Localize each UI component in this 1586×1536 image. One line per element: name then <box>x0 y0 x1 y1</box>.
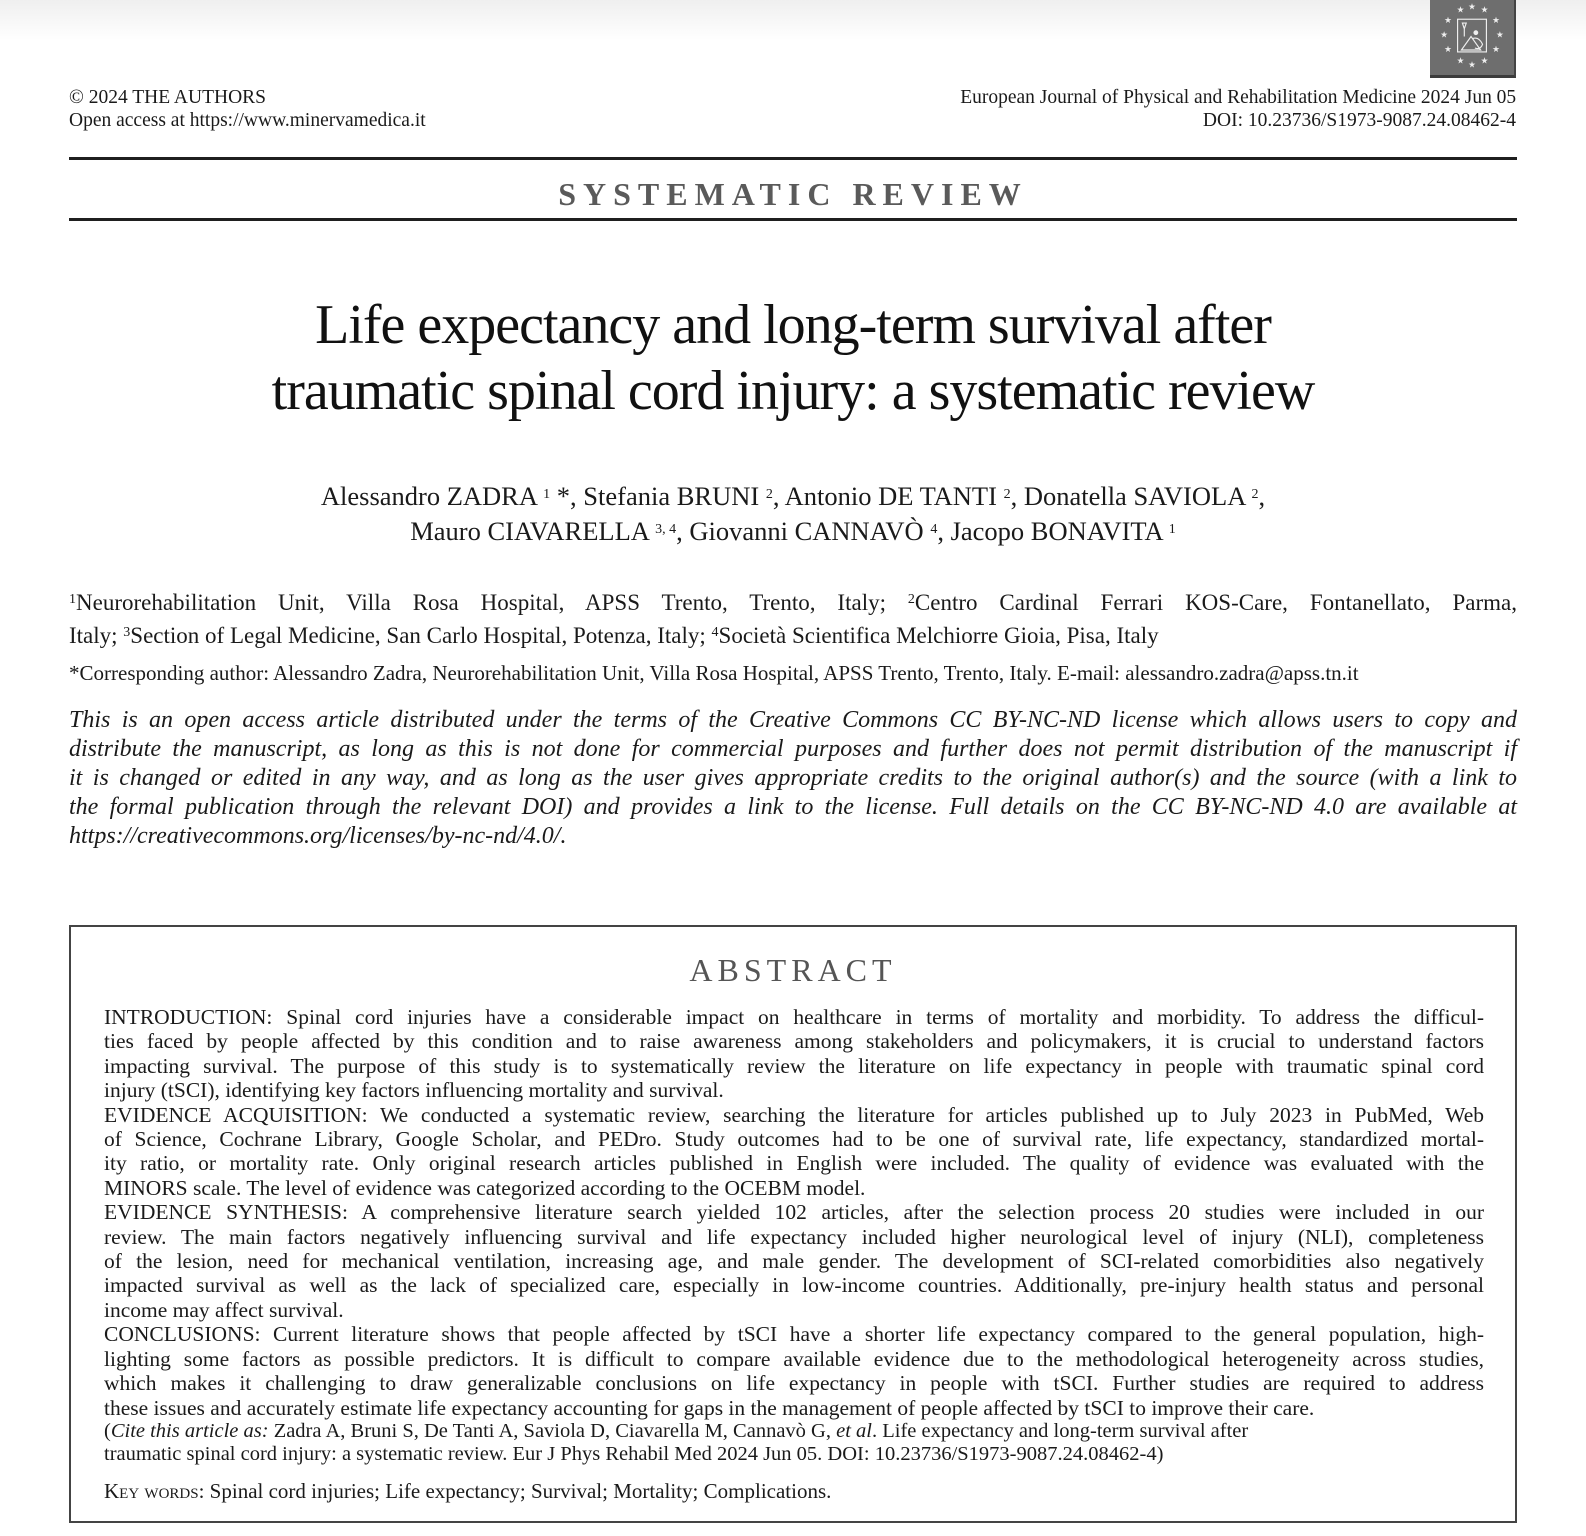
keywords-list: : Spinal cord injuries; Life expectancy; Survival; Mortality; Complications. <box>198 1479 832 1503</box>
abstract-line: of the lesion, need for mechanical ventilation, increasing age, and male gender. The development of SCI-related comorbidities also negatively <box>104 1249 1484 1274</box>
license-line: it is changed or edited in any way, and as long as the user gives appropriate credits to the original author(s) and the source (with a link to <box>69 765 1517 791</box>
affiliation-number: 1 <box>69 592 76 607</box>
keywords <box>104 1479 1484 1503</box>
author-name: Alessandro ZADRA <box>320 481 537 511</box>
author-affiliation-mark: 4 <box>930 522 938 537</box>
affiliation-number: 3 <box>123 625 131 640</box>
open-access-link[interactable]: Open access at https://www.minervamedica.it <box>69 110 426 131</box>
license-statement <box>69 706 1517 851</box>
citation-line-1 <box>104 1420 1484 1443</box>
author-separator: *, <box>550 481 584 511</box>
svg-text:★: ★ <box>1480 5 1489 16</box>
abstract-body <box>104 1005 1484 1420</box>
article-type-label: SYSTEMATIC REVIEW <box>558 176 1028 212</box>
citation-label: Cite this article as: <box>110 1420 269 1442</box>
affiliation-text: Società Scientifica Melchiorre Gioia, Pisa, Italy <box>718 623 1159 648</box>
title-line-1: Life expectancy and long-term survival after <box>315 294 1271 356</box>
affiliation-text: Neurorehabilitation Unit, Villa Rosa Hospital, APSS Trento, Trento, Italy; <box>76 590 908 615</box>
license-line: the formal publication through the relevant DOI) and provides a link to the license. Full details on the CC BY-NC-ND 4.0 are available at <box>69 794 1517 820</box>
citation-title: . Life expectancy and long-term survival after <box>871 1420 1249 1442</box>
abstract-line: lighting some factors as possible predictors. It is difficult to compare available evidence due to the methodological heterogeneity across studies, <box>104 1346 1484 1371</box>
author-separator: , <box>772 481 785 511</box>
affiliation-text: Section of Legal Medicine, San Carlo Hospital, Potenza, Italy; <box>130 623 712 648</box>
abstract-line: INTRODUCTION: Spinal cord injuries have a considerable impact on healthcare in terms of mortality and morbidity. To address the difficul- <box>104 1005 1484 1029</box>
citation-authors: Zadra A, Bruni S, De Tanti A, Saviola D, Ciavarella M, Cannavò G, <box>268 1420 837 1442</box>
license-line: This is an open access article distributed under the terms of the Creative Commons CC BY-NC-ND license which allows users to copy and <box>69 707 1517 733</box>
svg-text:★: ★ <box>1480 56 1489 67</box>
abstract-line: ity ratio, or mortality rate. Only original research articles published in English were included. The quality of evidence was evaluated with the <box>104 1151 1484 1176</box>
svg-text:★: ★ <box>1444 44 1452 55</box>
citation-line-2: traumatic spinal cord injury: a systematic review. Eur J Phys Rehabil Med 2024 Jun 05. DOI: 10.23736/S1973-9087.24.08462-4) <box>104 1443 1164 1465</box>
citation <box>104 1420 1484 1466</box>
svg-text:★: ★ <box>1496 30 1504 41</box>
abstract-line: impacted survival as well as the lack of specialized care, especially in low-income countries. Additionally, pre-injury health status and personal <box>104 1273 1484 1298</box>
abstract-line: EVIDENCE ACQUISITION: We conducted a systematic review, searching the literature for articles published up to July 2023 in PubMed, Web <box>104 1102 1484 1127</box>
abstract-line: CONCLUSIONS: Current literature shows that people affected by tSCI have a shorter life expectancy compared to the general population, high- <box>104 1322 1484 1347</box>
affiliation-prefix: Italy; <box>69 623 124 648</box>
author-list <box>69 478 1517 548</box>
journal-logo-graphic <box>1430 0 1514 75</box>
author-line-1 <box>69 478 1517 513</box>
author-name: Giovanni CANNAVÒ <box>689 516 924 546</box>
journal-info-block <box>960 86 1516 132</box>
doi-text[interactable]: DOI: 10.23736/S1973-9087.24.08462-4 <box>1202 110 1516 131</box>
svg-text:★: ★ <box>1492 44 1500 55</box>
affiliation-number: 4 <box>711 625 719 640</box>
author-name: Stefania BRUNI <box>583 481 760 511</box>
page-top-shade <box>0 0 1586 40</box>
author-name: Jacopo BONAVITA <box>950 516 1163 546</box>
article-title <box>69 292 1517 424</box>
affiliations <box>69 585 1517 651</box>
abstract-box <box>69 925 1517 1523</box>
author-affiliation-mark: 2 <box>1251 487 1259 502</box>
journal-name: European Journal of Physical and Rehabilitation Medicine 2024 Jun 05 <box>960 87 1516 108</box>
title-line-2: traumatic spinal cord injury: a systematic review <box>271 360 1315 422</box>
author-affiliation-mark: 3, 4 <box>655 522 677 537</box>
citation-et-al: et al <box>836 1420 872 1442</box>
affiliation-line-2 <box>69 618 1517 651</box>
journal-logo-icon <box>1430 0 1516 78</box>
author-separator: , <box>1010 481 1024 511</box>
affiliation-number: 2 <box>907 592 915 607</box>
author-separator: , <box>937 516 951 546</box>
abstract-line: review. The main factors negatively influencing survival and life expectancy included higher neurological level of injury (NLI), completeness <box>104 1224 1484 1249</box>
svg-text:★: ★ <box>1444 16 1452 27</box>
abstract-heading: ABSTRACT <box>689 952 897 988</box>
affiliation-text: Centro Cardinal Ferrari KOS-Care, Fontanellato, Parma, <box>914 590 1517 615</box>
abstract-line: income may affect survival. <box>104 1297 344 1322</box>
abstract-line: ties faced by people affected by this condition and to raise awareness among stakeholders and policymakers, it is crucial to understand factors <box>104 1029 1484 1054</box>
author-separator: , <box>1258 481 1266 511</box>
abstract-line: of Science, Cochrane Library, Google Scholar, and PEDro. Study outcomes had to be one of survival rate, life expectancy, standardized mortal- <box>104 1127 1484 1152</box>
svg-text:★: ★ <box>1468 2 1476 13</box>
copyright-text: © 2024 THE AUTHORS <box>69 87 267 108</box>
citation-open-paren: ( <box>104 1420 111 1442</box>
author-separator: , <box>676 516 690 546</box>
author-affiliation-mark: 2 <box>765 487 773 502</box>
header-rule-top <box>69 157 1517 160</box>
svg-text:★: ★ <box>1456 5 1465 16</box>
abstract-line: MINORS scale. The level of evidence was categorized according to the OCEBM model. <box>104 1175 866 1200</box>
svg-text:★: ★ <box>1440 30 1448 41</box>
abstract-line: EVIDENCE SYNTHESIS: A comprehensive literature search yielded 102 articles, after the selection process 20 studies were included in our <box>104 1200 1484 1225</box>
svg-text:★: ★ <box>1492 16 1500 27</box>
affiliation-line-1 <box>69 585 1517 618</box>
abstract-line: these issues and accurately estimate life expectancy accounting for gaps in the management of people affected by tSCI to improve their care. <box>104 1395 1315 1420</box>
abstract-line: impacting survival. The purpose of this study is to systematically review the literature on life expectancy in people with traumatic spinal cord <box>104 1053 1484 1078</box>
svg-text:★: ★ <box>1456 56 1465 67</box>
author-affiliation-mark: 1 <box>543 487 551 502</box>
author-line-2 <box>69 513 1517 548</box>
header-rule-bottom <box>69 218 1517 221</box>
author-affiliation-mark: 1 <box>1168 522 1176 537</box>
corresponding-author: *Corresponding author: Alessandro Zadra, Neurorehabilitation Unit, Villa Rosa Hospital, APSS Trento, Trento, Italy. E-mail: alessandro.zadra@apss.tn.it <box>69 661 1359 685</box>
svg-text:★: ★ <box>1468 60 1476 71</box>
author-affiliation-mark: 2 <box>1003 487 1011 502</box>
author-name: Donatella SAVIOLA <box>1023 481 1245 511</box>
keywords-label: Key words <box>104 1479 199 1503</box>
abstract-line: injury (tSCI), identifying key factors influencing mortality and survival. <box>104 1078 724 1103</box>
author-name: Antonio DE TANTI <box>784 481 997 511</box>
license-link[interactable]: https://creativecommons.org/licenses/by-nc-nd/4.0/. <box>69 823 567 849</box>
copyright-block <box>69 86 426 132</box>
author-name: Mauro CIAVARELLA <box>410 516 649 546</box>
license-line: distribute the manuscript, as long as this is not done for commercial purposes and further does not permit distribution of the manuscript if <box>69 736 1517 762</box>
abstract-line: which makes it challenging to draw generalizable conclusions on life expectancy in people with tSCI. Further studies are required to address <box>104 1371 1484 1396</box>
